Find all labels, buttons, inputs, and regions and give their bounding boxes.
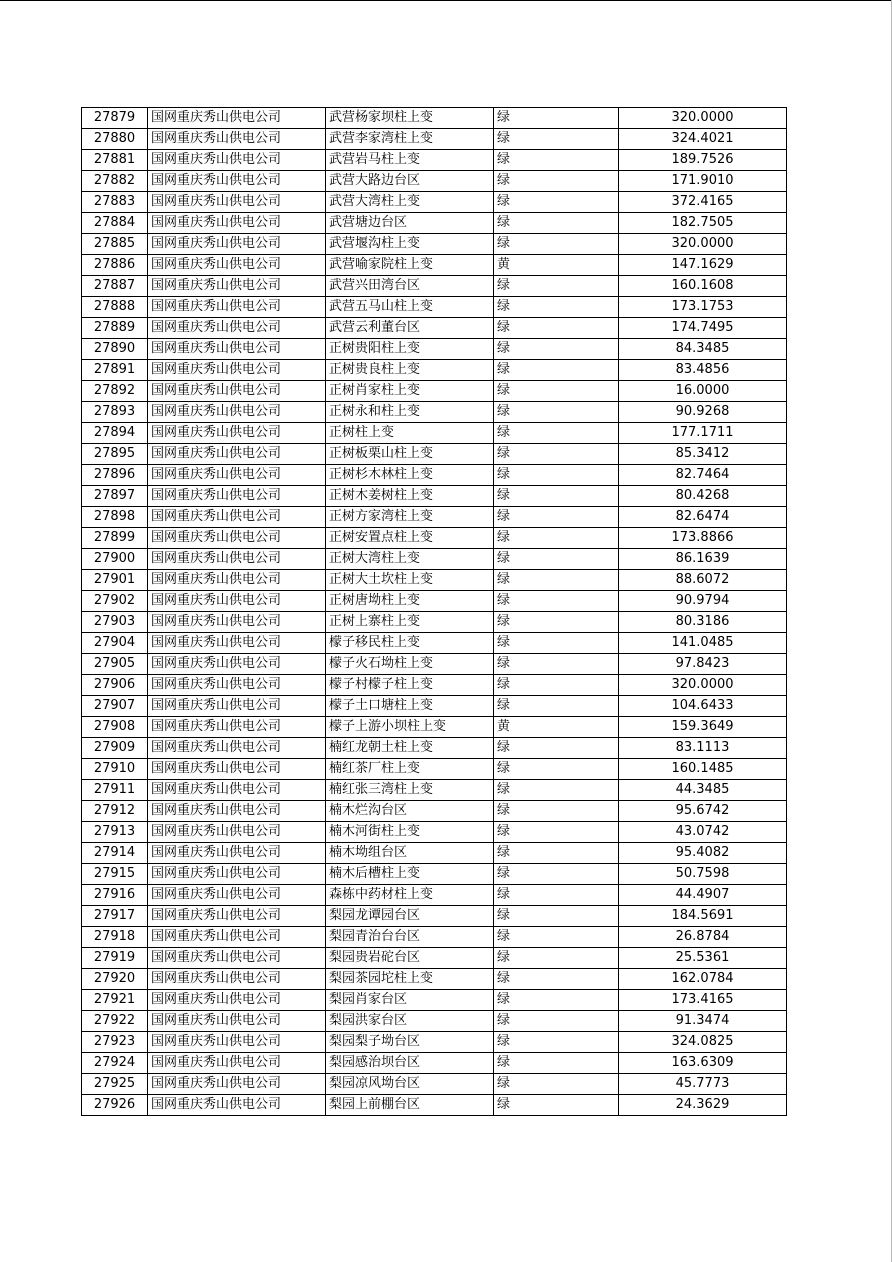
station-name-cell: 正树杉木林柱上变 [326, 465, 494, 486]
value-cell: 95.6742 [619, 801, 787, 822]
row-id-cell: 27926 [82, 1095, 148, 1116]
status-cell: 绿 [494, 213, 619, 234]
row-id-cell: 27904 [82, 633, 148, 654]
table-row [82, 171, 787, 192]
station-name-cell: 武营五马山柱上变 [326, 297, 494, 318]
status-cell: 绿 [494, 948, 619, 969]
status-cell: 绿 [494, 654, 619, 675]
row-id-cell: 27902 [82, 591, 148, 612]
table-row [82, 150, 787, 171]
station-name-cell: 正树上寨柱上变 [326, 612, 494, 633]
value-cell: 189.7526 [619, 150, 787, 171]
value-cell: 324.0825 [619, 1032, 787, 1053]
value-cell: 177.1711 [619, 423, 787, 444]
table-row [82, 570, 787, 591]
station-name-cell: 正树肖家柱上变 [326, 381, 494, 402]
status-cell: 绿 [494, 339, 619, 360]
station-name-cell: 楠红茶厂柱上变 [326, 759, 494, 780]
station-name-cell: 正树大湾柱上变 [326, 549, 494, 570]
row-id-cell: 27879 [82, 108, 148, 129]
table-row [82, 402, 787, 423]
status-cell: 绿 [494, 696, 619, 717]
row-id-cell: 27919 [82, 948, 148, 969]
station-name-cell: 梨园肖家台区 [326, 990, 494, 1011]
company-cell: 国网重庆秀山供电公司 [148, 654, 326, 675]
status-cell: 绿 [494, 129, 619, 150]
status-cell: 绿 [494, 612, 619, 633]
station-name-cell: 正树方家湾柱上变 [326, 507, 494, 528]
value-cell: 173.4165 [619, 990, 787, 1011]
status-cell: 绿 [494, 633, 619, 654]
value-cell: 173.1753 [619, 297, 787, 318]
station-name-cell: 檬子村檬子柱上变 [326, 675, 494, 696]
station-name-cell: 正树贵阳柱上变 [326, 339, 494, 360]
station-name-cell: 正树唐坳柱上变 [326, 591, 494, 612]
company-cell: 国网重庆秀山供电公司 [148, 213, 326, 234]
value-cell: 43.0742 [619, 822, 787, 843]
status-cell: 绿 [494, 1095, 619, 1116]
company-cell: 国网重庆秀山供电公司 [148, 759, 326, 780]
value-cell: 160.1608 [619, 276, 787, 297]
status-cell: 绿 [494, 780, 619, 801]
table-row [82, 612, 787, 633]
value-cell: 162.0784 [619, 969, 787, 990]
station-name-cell: 檬子土口塘柱上变 [326, 696, 494, 717]
table-row [82, 528, 787, 549]
table-row [82, 738, 787, 759]
status-cell: 绿 [494, 507, 619, 528]
station-name-cell: 梨园梨子坳台区 [326, 1032, 494, 1053]
table-row [82, 843, 787, 864]
value-cell: 160.1485 [619, 759, 787, 780]
table-row [82, 213, 787, 234]
status-cell: 绿 [494, 192, 619, 213]
row-id-cell: 27900 [82, 549, 148, 570]
company-cell: 国网重庆秀山供电公司 [148, 129, 326, 150]
value-cell: 104.6433 [619, 696, 787, 717]
row-id-cell: 27913 [82, 822, 148, 843]
status-cell: 绿 [494, 360, 619, 381]
station-name-cell: 楠木后槽柱上变 [326, 864, 494, 885]
value-cell: 88.6072 [619, 570, 787, 591]
status-cell: 绿 [494, 591, 619, 612]
status-cell: 黄 [494, 717, 619, 738]
row-id-cell: 27925 [82, 1074, 148, 1095]
row-id-cell: 27892 [82, 381, 148, 402]
status-cell: 绿 [494, 444, 619, 465]
status-cell: 绿 [494, 885, 619, 906]
station-name-cell: 武营李家湾柱上变 [326, 129, 494, 150]
company-cell: 国网重庆秀山供电公司 [148, 843, 326, 864]
company-cell: 国网重庆秀山供电公司 [148, 486, 326, 507]
table-row [82, 339, 787, 360]
status-cell: 绿 [494, 1053, 619, 1074]
status-cell: 绿 [494, 864, 619, 885]
company-cell: 国网重庆秀山供电公司 [148, 339, 326, 360]
company-cell: 国网重庆秀山供电公司 [148, 255, 326, 276]
value-cell: 84.3485 [619, 339, 787, 360]
value-cell: 44.4907 [619, 885, 787, 906]
status-cell: 绿 [494, 1074, 619, 1095]
company-cell: 国网重庆秀山供电公司 [148, 948, 326, 969]
company-cell: 国网重庆秀山供电公司 [148, 885, 326, 906]
table-row [82, 696, 787, 717]
row-id-cell: 27921 [82, 990, 148, 1011]
value-cell: 80.3186 [619, 612, 787, 633]
company-cell: 国网重庆秀山供电公司 [148, 969, 326, 990]
table-row [82, 486, 787, 507]
row-id-cell: 27912 [82, 801, 148, 822]
company-cell: 国网重庆秀山供电公司 [148, 360, 326, 381]
value-cell: 90.9268 [619, 402, 787, 423]
table-row [82, 1011, 787, 1032]
table-row [82, 633, 787, 654]
status-cell: 绿 [494, 528, 619, 549]
status-cell: 绿 [494, 465, 619, 486]
value-cell: 320.0000 [619, 108, 787, 129]
status-cell: 绿 [494, 486, 619, 507]
status-cell: 绿 [494, 969, 619, 990]
value-cell: 50.7598 [619, 864, 787, 885]
company-cell: 国网重庆秀山供电公司 [148, 150, 326, 171]
table-row [82, 591, 787, 612]
station-name-cell: 武营堰沟柱上变 [326, 234, 494, 255]
value-cell: 83.1113 [619, 738, 787, 759]
table-row [82, 549, 787, 570]
value-cell: 141.0485 [619, 633, 787, 654]
company-cell: 国网重庆秀山供电公司 [148, 633, 326, 654]
status-cell: 绿 [494, 990, 619, 1011]
value-cell: 184.5691 [619, 906, 787, 927]
company-cell: 国网重庆秀山供电公司 [148, 192, 326, 213]
value-cell: 91.3474 [619, 1011, 787, 1032]
table-body [82, 108, 787, 1116]
company-cell: 国网重庆秀山供电公司 [148, 276, 326, 297]
value-cell: 82.7464 [619, 465, 787, 486]
value-cell: 95.4082 [619, 843, 787, 864]
station-name-cell: 楠木坳组台区 [326, 843, 494, 864]
row-id-cell: 27920 [82, 969, 148, 990]
table-row [82, 192, 787, 213]
station-name-cell: 武营喻家院柱上变 [326, 255, 494, 276]
station-name-cell: 武营大路边台区 [326, 171, 494, 192]
company-cell: 国网重庆秀山供电公司 [148, 423, 326, 444]
company-cell: 国网重庆秀山供电公司 [148, 381, 326, 402]
table-row [82, 675, 787, 696]
company-cell: 国网重庆秀山供电公司 [148, 444, 326, 465]
company-cell: 国网重庆秀山供电公司 [148, 675, 326, 696]
station-name-cell: 楠红龙朝土柱上变 [326, 738, 494, 759]
station-name-cell: 梨园凉风坳台区 [326, 1074, 494, 1095]
company-cell: 国网重庆秀山供电公司 [148, 696, 326, 717]
company-cell: 国网重庆秀山供电公司 [148, 1053, 326, 1074]
company-cell: 国网重庆秀山供电公司 [148, 570, 326, 591]
row-id-cell: 27924 [82, 1053, 148, 1074]
status-cell: 绿 [494, 108, 619, 129]
status-cell: 绿 [494, 927, 619, 948]
value-cell: 83.4856 [619, 360, 787, 381]
row-id-cell: 27908 [82, 717, 148, 738]
table-row [82, 465, 787, 486]
page-top-border [0, 0, 892, 1]
table-row [82, 1074, 787, 1095]
station-name-cell: 正树板栗山柱上变 [326, 444, 494, 465]
table-row [82, 234, 787, 255]
row-id-cell: 27917 [82, 906, 148, 927]
status-cell: 绿 [494, 570, 619, 591]
status-cell: 绿 [494, 906, 619, 927]
company-cell: 国网重庆秀山供电公司 [148, 402, 326, 423]
company-cell: 国网重庆秀山供电公司 [148, 801, 326, 822]
status-cell: 绿 [494, 549, 619, 570]
data-table [81, 107, 787, 1116]
value-cell: 159.3649 [619, 717, 787, 738]
company-cell: 国网重庆秀山供电公司 [148, 906, 326, 927]
value-cell: 90.9794 [619, 591, 787, 612]
status-cell: 黄 [494, 255, 619, 276]
value-cell: 45.7773 [619, 1074, 787, 1095]
company-cell: 国网重庆秀山供电公司 [148, 1011, 326, 1032]
station-name-cell: 武营大湾柱上变 [326, 192, 494, 213]
row-id-cell: 27882 [82, 171, 148, 192]
company-cell: 国网重庆秀山供电公司 [148, 738, 326, 759]
company-cell: 国网重庆秀山供电公司 [148, 864, 326, 885]
station-name-cell: 正树大土坎柱上变 [326, 570, 494, 591]
station-name-cell: 正树柱上变 [326, 423, 494, 444]
station-name-cell: 梨园感治坝台区 [326, 1053, 494, 1074]
station-name-cell: 武营塘边台区 [326, 213, 494, 234]
station-name-cell: 檬子移民柱上变 [326, 633, 494, 654]
station-name-cell: 楠红张三湾柱上变 [326, 780, 494, 801]
status-cell: 绿 [494, 402, 619, 423]
status-cell: 绿 [494, 234, 619, 255]
table-row [82, 906, 787, 927]
row-id-cell: 27922 [82, 1011, 148, 1032]
row-id-cell: 27916 [82, 885, 148, 906]
row-id-cell: 27911 [82, 780, 148, 801]
row-id-cell: 27881 [82, 150, 148, 171]
company-cell: 国网重庆秀山供电公司 [148, 1074, 326, 1095]
row-id-cell: 27887 [82, 276, 148, 297]
row-id-cell: 27880 [82, 129, 148, 150]
value-cell: 85.3412 [619, 444, 787, 465]
row-id-cell: 27914 [82, 843, 148, 864]
row-id-cell: 27897 [82, 486, 148, 507]
company-cell: 国网重庆秀山供电公司 [148, 528, 326, 549]
row-id-cell: 27889 [82, 318, 148, 339]
value-cell: 320.0000 [619, 675, 787, 696]
table-row [82, 1032, 787, 1053]
row-id-cell: 27883 [82, 192, 148, 213]
row-id-cell: 27898 [82, 507, 148, 528]
table-row [82, 885, 787, 906]
value-cell: 163.6309 [619, 1053, 787, 1074]
row-id-cell: 27890 [82, 339, 148, 360]
company-cell: 国网重庆秀山供电公司 [148, 822, 326, 843]
station-name-cell: 梨园贵岩砣台区 [326, 948, 494, 969]
value-cell: 320.0000 [619, 234, 787, 255]
station-name-cell: 梨园青治台台区 [326, 927, 494, 948]
station-name-cell: 森栋中药材柱上变 [326, 885, 494, 906]
table-row [82, 759, 787, 780]
company-cell: 国网重庆秀山供电公司 [148, 318, 326, 339]
company-cell: 国网重庆秀山供电公司 [148, 108, 326, 129]
row-id-cell: 27901 [82, 570, 148, 591]
value-cell: 44.3485 [619, 780, 787, 801]
table-row [82, 654, 787, 675]
table-row [82, 927, 787, 948]
status-cell: 绿 [494, 423, 619, 444]
table-row [82, 423, 787, 444]
value-cell: 324.4021 [619, 129, 787, 150]
status-cell: 绿 [494, 822, 619, 843]
value-cell: 182.7505 [619, 213, 787, 234]
row-id-cell: 27923 [82, 1032, 148, 1053]
status-cell: 绿 [494, 150, 619, 171]
row-id-cell: 27896 [82, 465, 148, 486]
table-row [82, 822, 787, 843]
status-cell: 绿 [494, 759, 619, 780]
row-id-cell: 27915 [82, 864, 148, 885]
status-cell: 绿 [494, 675, 619, 696]
value-cell: 25.5361 [619, 948, 787, 969]
station-name-cell: 梨园洪家台区 [326, 1011, 494, 1032]
company-cell: 国网重庆秀山供电公司 [148, 927, 326, 948]
status-cell: 绿 [494, 1011, 619, 1032]
status-cell: 绿 [494, 171, 619, 192]
station-name-cell: 武营兴田湾台区 [326, 276, 494, 297]
table-row [82, 990, 787, 1011]
station-name-cell: 梨园茶园坨柱上变 [326, 969, 494, 990]
table-row [82, 276, 787, 297]
table-row [82, 108, 787, 129]
value-cell: 372.4165 [619, 192, 787, 213]
status-cell: 绿 [494, 738, 619, 759]
station-name-cell: 武营杨家坝柱上变 [326, 108, 494, 129]
company-cell: 国网重庆秀山供电公司 [148, 1095, 326, 1116]
table-row [82, 129, 787, 150]
status-cell: 绿 [494, 297, 619, 318]
value-cell: 147.1629 [619, 255, 787, 276]
value-cell: 174.7495 [619, 318, 787, 339]
table-row [82, 318, 787, 339]
company-cell: 国网重庆秀山供电公司 [148, 297, 326, 318]
table-row [82, 1053, 787, 1074]
table-row [82, 444, 787, 465]
value-cell: 86.1639 [619, 549, 787, 570]
status-cell: 绿 [494, 801, 619, 822]
status-cell: 绿 [494, 1032, 619, 1053]
value-cell: 80.4268 [619, 486, 787, 507]
value-cell: 24.3629 [619, 1095, 787, 1116]
station-name-cell: 正树安置点柱上变 [326, 528, 494, 549]
row-id-cell: 27884 [82, 213, 148, 234]
table-row [82, 297, 787, 318]
row-id-cell: 27893 [82, 402, 148, 423]
company-cell: 国网重庆秀山供电公司 [148, 171, 326, 192]
row-id-cell: 27909 [82, 738, 148, 759]
station-name-cell: 正树贵良柱上变 [326, 360, 494, 381]
table-row [82, 801, 787, 822]
status-cell: 绿 [494, 843, 619, 864]
row-id-cell: 27905 [82, 654, 148, 675]
station-name-cell: 檬子上游小坝柱上变 [326, 717, 494, 738]
row-id-cell: 27885 [82, 234, 148, 255]
table-row [82, 381, 787, 402]
status-cell: 绿 [494, 276, 619, 297]
company-cell: 国网重庆秀山供电公司 [148, 780, 326, 801]
row-id-cell: 27888 [82, 297, 148, 318]
value-cell: 173.8866 [619, 528, 787, 549]
row-id-cell: 27899 [82, 528, 148, 549]
station-name-cell: 楠木烂沟台区 [326, 801, 494, 822]
company-cell: 国网重庆秀山供电公司 [148, 612, 326, 633]
station-name-cell: 正树木姜树柱上变 [326, 486, 494, 507]
company-cell: 国网重庆秀山供电公司 [148, 549, 326, 570]
row-id-cell: 27907 [82, 696, 148, 717]
station-name-cell: 武营云利董台区 [326, 318, 494, 339]
table-row [82, 969, 787, 990]
value-cell: 26.8784 [619, 927, 787, 948]
company-cell: 国网重庆秀山供电公司 [148, 591, 326, 612]
row-id-cell: 27906 [82, 675, 148, 696]
company-cell: 国网重庆秀山供电公司 [148, 234, 326, 255]
table-row [82, 864, 787, 885]
station-name-cell: 武营岩马柱上变 [326, 150, 494, 171]
row-id-cell: 27894 [82, 423, 148, 444]
table-row [82, 507, 787, 528]
row-id-cell: 27891 [82, 360, 148, 381]
table-row [82, 255, 787, 276]
value-cell: 16.0000 [619, 381, 787, 402]
row-id-cell: 27895 [82, 444, 148, 465]
company-cell: 国网重庆秀山供电公司 [148, 507, 326, 528]
station-name-cell: 梨园上前棚台区 [326, 1095, 494, 1116]
company-cell: 国网重庆秀山供电公司 [148, 1032, 326, 1053]
status-cell: 绿 [494, 318, 619, 339]
status-cell: 绿 [494, 381, 619, 402]
company-cell: 国网重庆秀山供电公司 [148, 990, 326, 1011]
station-name-cell: 楠木河街柱上变 [326, 822, 494, 843]
row-id-cell: 27910 [82, 759, 148, 780]
table-row [82, 780, 787, 801]
company-cell: 国网重庆秀山供电公司 [148, 465, 326, 486]
row-id-cell: 27918 [82, 927, 148, 948]
station-name-cell: 梨园龙谭园台区 [326, 906, 494, 927]
station-name-cell: 正树永和柱上变 [326, 402, 494, 423]
value-cell: 82.6474 [619, 507, 787, 528]
table-row [82, 1095, 787, 1116]
row-id-cell: 27903 [82, 612, 148, 633]
value-cell: 97.8423 [619, 654, 787, 675]
table-row [82, 717, 787, 738]
station-name-cell: 檬子火石坳柱上变 [326, 654, 494, 675]
value-cell: 171.9010 [619, 171, 787, 192]
row-id-cell: 27886 [82, 255, 148, 276]
table-row [82, 948, 787, 969]
company-cell: 国网重庆秀山供电公司 [148, 717, 326, 738]
table-row [82, 360, 787, 381]
